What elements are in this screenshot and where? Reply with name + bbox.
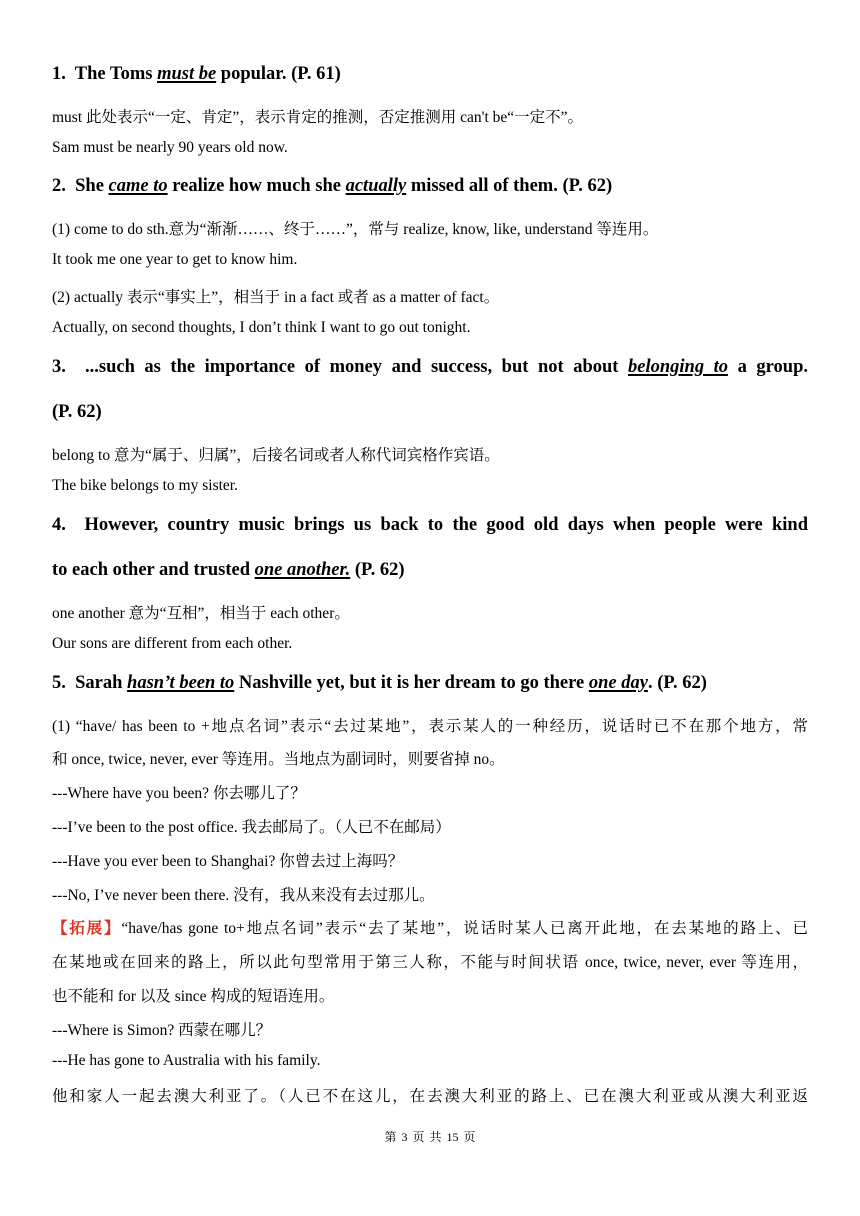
heading-text: (P. 62) [350, 560, 405, 580]
heading-number: 5. [52, 673, 66, 693]
key-phrase: one day [588, 673, 648, 693]
footer-text: 共 [429, 1130, 442, 1144]
footer-text: 第 [384, 1130, 397, 1144]
heading-text: She [75, 176, 109, 196]
example-line: ---Where have you been? 你去哪儿了？ [52, 785, 306, 802]
heading-text: ...such as the importance of money and success, but not about [85, 357, 629, 377]
footer-text: 页 [412, 1130, 425, 1144]
note-line: belong to 意为“属于、归属”，后接名词或者人称代词宾格作宾语。 [52, 447, 500, 464]
heading-text: Nashville yet, but it is her dream to go there [234, 673, 589, 693]
example-line: ---Where is Simon? 西蒙在哪儿？ [52, 1022, 272, 1039]
extension-line: 也不能和 for 以及 since 构成的短语连用。 [52, 988, 335, 1005]
extension-line [52, 916, 808, 938]
heading-text: Sarah [75, 673, 128, 693]
example-line: ---He has gone to Australia with his family. [52, 1052, 321, 1069]
heading-text: popular. (P. 61) [216, 64, 341, 84]
key-phrase: belonging to [628, 357, 729, 377]
example-line: 他和家人一起去澳大利亚了。（人已不在这儿，在去澳大利亚的路上、已在澳大利亚或从澳大利亚返 [52, 1088, 808, 1105]
note-line: (2) actually 表示“事实上”，相当于 in a fact 或者 as a matter of fact。 [52, 289, 500, 306]
heading-4 [52, 515, 808, 536]
example-line: ---Have you ever been to Shanghai? 你曾去过上海吗？ [52, 853, 404, 870]
extension-tag: 【拓展】 [52, 920, 122, 937]
heading-3-cont: (P. 62) [52, 402, 102, 422]
heading-text: However, country music brings us back to the good old days when people were kind [84, 515, 809, 535]
example-line: Our sons are different from each other. [52, 635, 293, 652]
note-line: (1) “have/ has been to +地点名词”表示“去过某地”，表示某人的一种经历，说话时已不在那个地方，常 [52, 718, 808, 735]
page-number: 3 [401, 1130, 408, 1144]
total-pages: 15 [446, 1130, 459, 1144]
key-phrase: hasn’t been to [127, 673, 235, 693]
heading-4-cont [52, 560, 405, 581]
example-line: It took me one year to get to know him. [52, 251, 298, 268]
note-line: 和 once, twice, never, ever 等连用。当地点为副词时，则要省掉 no。 [52, 751, 505, 768]
note-line: one another 意为“互相”，相当于 each other。 [52, 605, 350, 622]
example-line: ---No, I’ve never been there. 没有，我从来没有去过那儿。 [52, 887, 435, 904]
heading-5 [52, 673, 707, 694]
heading-number: 1. [52, 64, 66, 84]
extension-text: “have/has gone to+地点名词”表示“去了某地”，说话时某人已离开此地，在去某地的路上、已 [121, 920, 808, 937]
example-line: ---I’ve been to the post office. 我去邮局了。（人已不在邮局） [52, 819, 451, 836]
extension-line: 在某地或在回来的路上，所以此句型常用于第三人称，不能与时间状语 once, twice, never, ever 等连用， [52, 954, 808, 971]
page-footer [0, 1128, 860, 1145]
heading-number: 2. [52, 176, 66, 196]
heading-text: a group. [728, 357, 808, 377]
key-phrase: must be [157, 64, 217, 84]
heading-1 [52, 64, 341, 85]
heading-number: 4. [52, 515, 66, 535]
heading-text: . (P. 62) [647, 673, 707, 693]
heading-text: realize how much she [167, 176, 346, 196]
heading-text: missed all of them. (P. 62) [406, 176, 613, 196]
note-line: (1) come to do sth.意为“渐渐……、终于……”，常与 realize, know, like, understand 等连用。 [52, 221, 659, 238]
heading-3 [52, 357, 808, 378]
example-line: The bike belongs to my sister. [52, 477, 238, 494]
key-phrase: actually [345, 176, 407, 196]
heading-2 [52, 176, 612, 197]
key-phrase: came to [108, 176, 168, 196]
heading-number: 3. [52, 357, 66, 377]
note-line: must 此处表示“一定、肯定”，表示肯定的推测，否定推测用 can't be“一定不”。 [52, 109, 584, 126]
example-line: Actually, on second thoughts, I don’t think I want to go out tonight. [52, 319, 471, 336]
footer-text: 页 [463, 1130, 476, 1144]
key-phrase: one another. [254, 560, 351, 580]
example-line: Sam must be nearly 90 years old now. [52, 139, 288, 156]
heading-text: to each other and trusted [52, 560, 255, 580]
heading-text: The Toms [74, 64, 158, 84]
